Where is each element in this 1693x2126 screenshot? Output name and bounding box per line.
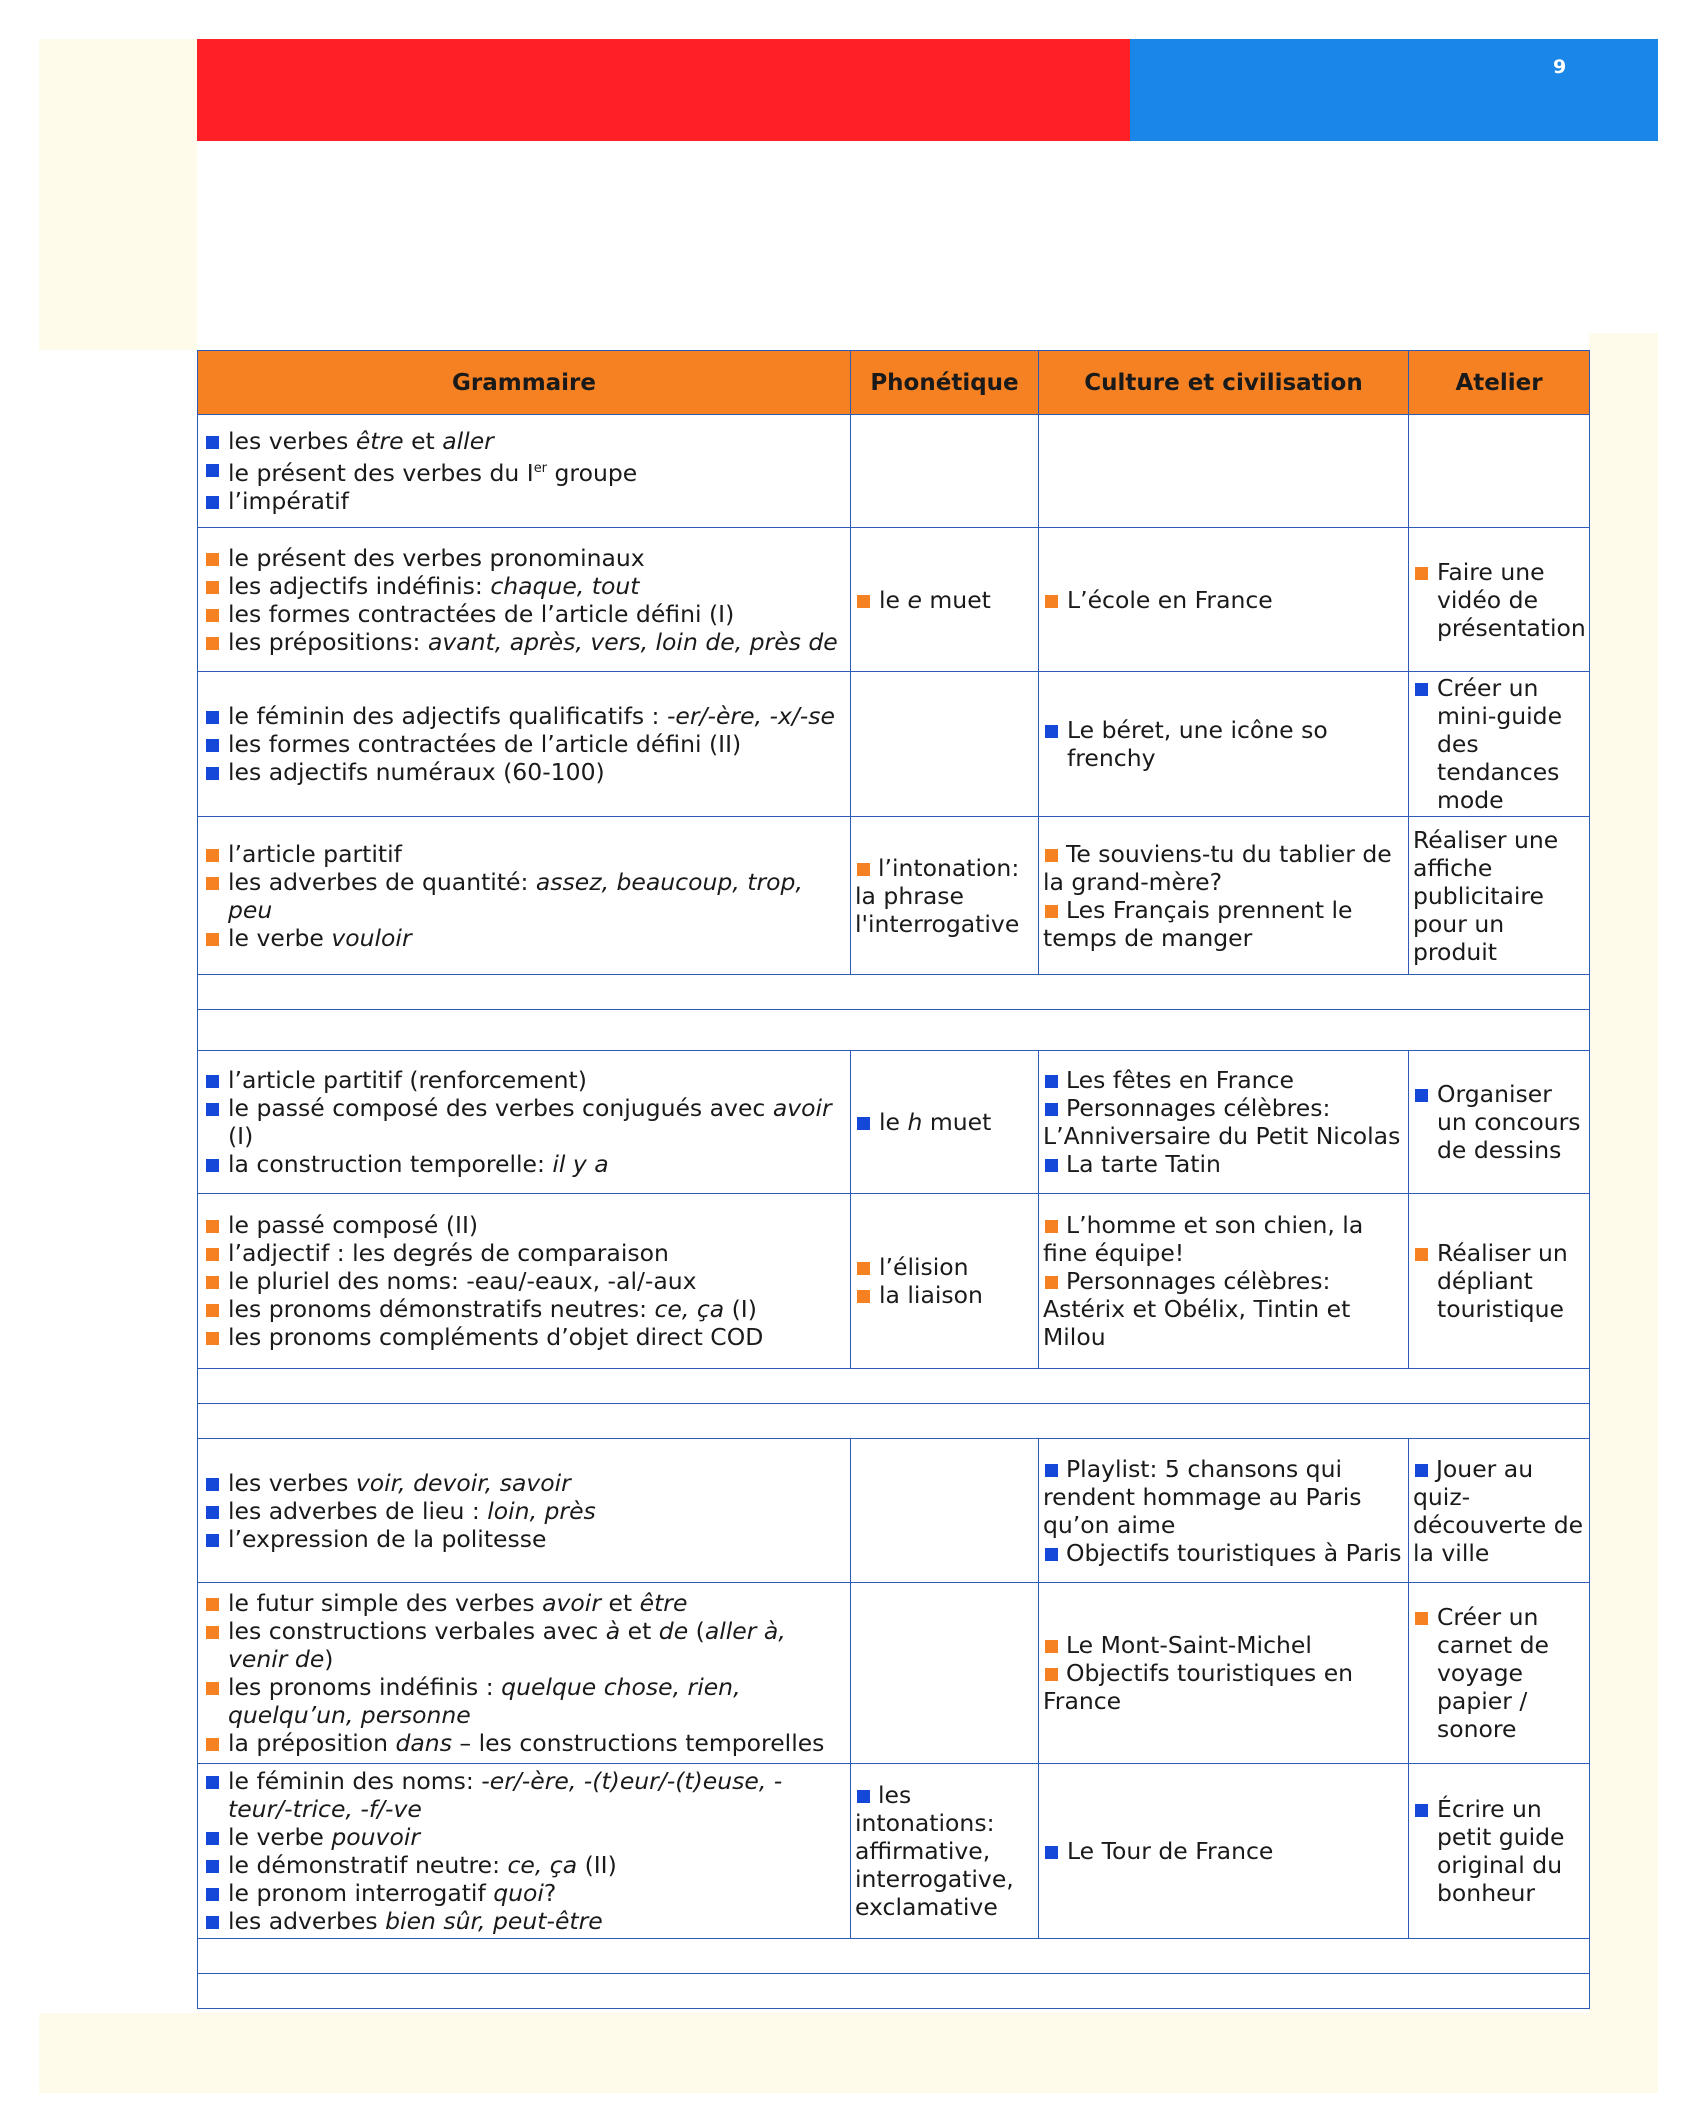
table-row bbox=[198, 1051, 1590, 1194]
text: Personnages célèbres: Astérix et Obélix, Tintin et Milou bbox=[1043, 1267, 1351, 1351]
list-item bbox=[855, 1253, 1034, 1281]
text: muet bbox=[921, 585, 991, 614]
list-item bbox=[1413, 1603, 1585, 1743]
table-row bbox=[198, 1764, 1590, 1939]
syllabus-table bbox=[197, 350, 1590, 2009]
list-item bbox=[204, 1295, 846, 1323]
list-item bbox=[855, 1108, 1034, 1136]
culture-cell bbox=[1039, 1439, 1409, 1583]
text: La tarte Tatin bbox=[1066, 1150, 1221, 1178]
list-item bbox=[204, 840, 846, 868]
italic-text: avant, après, vers, loin de, près de bbox=[427, 627, 838, 656]
list-item bbox=[1043, 896, 1404, 952]
grammaire-cell bbox=[198, 1764, 851, 1939]
text: le verbe bbox=[228, 923, 332, 952]
empty-row-cell bbox=[198, 1369, 1590, 1404]
table-row bbox=[198, 1974, 1590, 2009]
table-header-row bbox=[198, 351, 1590, 415]
list-item bbox=[1043, 1837, 1404, 1865]
text: Playlist: 5 chansons qui rendent hommage au Paris qu’on aime bbox=[1043, 1454, 1362, 1539]
text: les constructions verbales avec bbox=[228, 1617, 606, 1645]
phonetique-cell bbox=[851, 415, 1039, 528]
italic-text: bien sûr, peut-être bbox=[385, 1907, 603, 1935]
text: l’intonation: la phrase l'interrogative bbox=[855, 853, 1020, 938]
text: les pronoms indéfinis : bbox=[228, 1673, 502, 1701]
grammaire-cell bbox=[198, 817, 851, 975]
italic-text: chaque, tout bbox=[490, 571, 640, 600]
list-item bbox=[1413, 558, 1585, 642]
list-item bbox=[204, 1150, 846, 1178]
list-item bbox=[1043, 1094, 1404, 1150]
list-item bbox=[1413, 826, 1585, 966]
text: le bbox=[879, 585, 908, 614]
text: l’article partitif bbox=[228, 839, 402, 868]
list-item bbox=[1043, 586, 1404, 614]
list-item bbox=[204, 572, 846, 600]
text: l’article partitif (renforcement) bbox=[228, 1066, 587, 1094]
italic-text: quelque chose, rien, quelqu’un, personne bbox=[228, 1673, 741, 1729]
list-item bbox=[204, 1211, 846, 1239]
text: Te souviens-tu du tablier de la grand-mère? bbox=[1043, 839, 1392, 896]
header-phonetique: Phonétique bbox=[851, 351, 1039, 415]
text: les pronoms compléments d’objet direct COD bbox=[228, 1323, 764, 1351]
list-item bbox=[204, 1851, 846, 1879]
list-item bbox=[855, 586, 1034, 614]
text: ) bbox=[324, 1645, 334, 1673]
list-item bbox=[204, 1267, 846, 1295]
text: le pluriel des noms: -eau/-eaux, -al/-aux bbox=[228, 1267, 697, 1295]
list-item bbox=[204, 1879, 846, 1907]
grammaire-cell bbox=[198, 672, 851, 817]
text: Objectifs touristiques à Paris bbox=[1066, 1538, 1402, 1567]
text: les adjectifs numéraux (60-100) bbox=[228, 758, 605, 786]
text: Faire une vidéo de présentation bbox=[1437, 557, 1586, 642]
header-bar-red bbox=[197, 39, 1130, 141]
text: l’adjectif : les degrés de comparaison bbox=[228, 1239, 669, 1267]
header-atelier: Atelier bbox=[1409, 351, 1590, 415]
list-item bbox=[204, 455, 846, 487]
table-row bbox=[198, 1404, 1590, 1439]
text: Le Tour de France bbox=[1067, 1837, 1274, 1865]
phonetique-cell bbox=[851, 1583, 1039, 1764]
table-row bbox=[198, 1010, 1590, 1051]
list-item bbox=[204, 544, 846, 572]
list-item bbox=[204, 628, 846, 656]
text: le démonstratif neutre: bbox=[228, 1851, 508, 1879]
italic-text: ce, ça bbox=[654, 1295, 725, 1323]
list-item bbox=[1043, 1211, 1404, 1267]
atelier-cell bbox=[1409, 817, 1590, 975]
phonetique-cell bbox=[851, 817, 1039, 975]
grammaire-cell bbox=[198, 1583, 851, 1764]
list-item bbox=[204, 1823, 846, 1851]
list-item bbox=[1043, 1539, 1404, 1567]
text: le pronom interrogatif bbox=[228, 1879, 494, 1907]
list-item bbox=[1043, 1659, 1404, 1715]
table-row bbox=[198, 1194, 1590, 1369]
italic-text: loin, près bbox=[487, 1496, 596, 1525]
cream-band-right bbox=[1589, 333, 1658, 2013]
empty-row-cell bbox=[198, 1404, 1590, 1439]
list-item bbox=[855, 1281, 1034, 1309]
text: le verbe bbox=[228, 1823, 332, 1851]
text: les intonations: affirmative, interrogative, exclamative bbox=[855, 1781, 1014, 1921]
list-item bbox=[1413, 1080, 1585, 1164]
header-culture: Culture et civilisation bbox=[1039, 351, 1409, 415]
text: l’impératif bbox=[228, 486, 349, 515]
text: (II) bbox=[577, 1851, 617, 1879]
culture-cell bbox=[1039, 528, 1409, 672]
text: Organiser un concours de dessins bbox=[1437, 1080, 1581, 1164]
text: Créer un mini-guide des tendances mode bbox=[1437, 674, 1563, 814]
culture-cell bbox=[1039, 672, 1409, 817]
text: le féminin des noms: bbox=[228, 1767, 482, 1795]
list-item bbox=[204, 702, 846, 730]
list-item bbox=[1413, 1455, 1585, 1567]
list-item bbox=[1413, 674, 1585, 814]
phonetique-cell bbox=[851, 1051, 1039, 1194]
text: les adverbes de quantité: bbox=[228, 867, 536, 896]
table-row bbox=[198, 975, 1590, 1010]
text: le bbox=[879, 1108, 908, 1136]
list-item bbox=[1043, 1455, 1404, 1539]
text: le passé composé des verbes conjugués avec bbox=[228, 1094, 773, 1122]
list-item bbox=[204, 1907, 846, 1935]
italic-text: pouvoir bbox=[331, 1823, 421, 1851]
list-item bbox=[204, 1239, 846, 1267]
list-item bbox=[1043, 1150, 1404, 1178]
atelier-cell bbox=[1409, 672, 1590, 817]
list-item bbox=[1043, 1267, 1404, 1351]
text: Réaliser une affiche publicitaire pour un produit bbox=[1413, 825, 1559, 966]
text: le présent des verbes pronominaux bbox=[228, 543, 645, 572]
culture-cell bbox=[1039, 817, 1409, 975]
grammaire-cell bbox=[198, 1194, 851, 1369]
list-item bbox=[1043, 1066, 1404, 1094]
text: l’expression de la politesse bbox=[228, 1524, 547, 1553]
text: Jouer au quiz-découverte de la ville bbox=[1413, 1454, 1584, 1567]
list-item bbox=[204, 1767, 846, 1823]
culture-cell bbox=[1039, 1583, 1409, 1764]
text: la liaison bbox=[879, 1281, 983, 1309]
table-row bbox=[198, 672, 1590, 817]
text: les formes contractées de l’article défini (II) bbox=[228, 730, 742, 758]
text: Créer un carnet de voyage papier / sonore bbox=[1437, 1603, 1549, 1743]
list-item bbox=[204, 1066, 846, 1094]
grammaire-cell bbox=[198, 1051, 851, 1194]
header-bar-blue bbox=[1130, 39, 1658, 141]
list-item bbox=[204, 427, 846, 455]
text: groupe bbox=[547, 458, 638, 487]
list-item bbox=[204, 1094, 846, 1150]
text: Personnages célèbres: L’Anniversaire du Petit Nicolas bbox=[1043, 1094, 1401, 1150]
table-row bbox=[198, 817, 1590, 975]
text: – les constructions temporelles bbox=[451, 1729, 825, 1757]
italic-text: quoi bbox=[493, 1879, 544, 1907]
empty-row-cell bbox=[198, 1010, 1590, 1051]
italic-text: -er/-ère, -x/-se bbox=[666, 702, 835, 730]
culture-cell bbox=[1039, 1764, 1409, 1939]
text: Les fêtes en France bbox=[1066, 1066, 1294, 1094]
culture-cell bbox=[1039, 415, 1409, 528]
text: la construction temporelle: bbox=[228, 1150, 553, 1178]
text: (I) bbox=[724, 1295, 757, 1323]
text: L’homme et son chien, la fine équipe! bbox=[1043, 1211, 1364, 1267]
text: Le béret, une icône so frenchy bbox=[1067, 716, 1328, 772]
culture-cell bbox=[1039, 1194, 1409, 1369]
text: et bbox=[601, 1589, 640, 1617]
table-row bbox=[198, 1583, 1590, 1764]
list-item bbox=[1413, 1795, 1585, 1907]
grammaire-cell bbox=[198, 528, 851, 672]
text: les adverbes de lieu : bbox=[228, 1496, 488, 1525]
italic-text: aller bbox=[442, 427, 494, 456]
phonetique-cell bbox=[851, 672, 1039, 817]
italic-text: avoir bbox=[542, 1589, 601, 1617]
italic-text: ce, ça bbox=[507, 1851, 578, 1879]
text: (I) bbox=[228, 1122, 254, 1150]
list-item bbox=[204, 1729, 846, 1757]
italic-text: h bbox=[907, 1108, 923, 1136]
text: le passé composé (II) bbox=[228, 1211, 479, 1239]
text: la préposition bbox=[228, 1729, 396, 1757]
empty-row-cell bbox=[198, 1939, 1590, 1974]
text: Réaliser un dépliant touristique bbox=[1437, 1239, 1568, 1323]
list-item bbox=[204, 1497, 846, 1525]
italic-text: être bbox=[355, 427, 404, 456]
list-item bbox=[204, 758, 846, 786]
italic-text: aller à, venir de bbox=[228, 1617, 786, 1673]
phonetique-cell bbox=[851, 1439, 1039, 1583]
italic-text: il y a bbox=[552, 1150, 609, 1178]
text: les formes contractées de l’article défini (I) bbox=[228, 599, 735, 628]
cream-band-bottom bbox=[39, 2013, 1658, 2093]
culture-cell bbox=[1039, 1051, 1409, 1194]
cream-band-top bbox=[39, 39, 197, 350]
italic-text: à bbox=[605, 1617, 621, 1645]
text: er bbox=[533, 461, 548, 477]
text: ? bbox=[543, 1879, 557, 1907]
table-row bbox=[198, 1939, 1590, 1974]
list-item bbox=[204, 868, 846, 924]
text: et bbox=[620, 1617, 659, 1645]
table-row bbox=[198, 415, 1590, 528]
table-row bbox=[198, 1439, 1590, 1583]
list-item bbox=[855, 854, 1034, 938]
text: le futur simple des verbes bbox=[228, 1589, 543, 1617]
list-item bbox=[204, 1617, 846, 1673]
page-number: 9 bbox=[1553, 56, 1567, 78]
italic-text: vouloir bbox=[331, 923, 412, 952]
italic-text: avoir bbox=[772, 1094, 832, 1122]
list-item bbox=[855, 1781, 1034, 1921]
atelier-cell bbox=[1409, 1764, 1590, 1939]
text: les prépositions: bbox=[228, 627, 428, 656]
list-item bbox=[204, 1673, 846, 1729]
text: et bbox=[403, 427, 443, 456]
phonetique-cell bbox=[851, 528, 1039, 672]
list-item bbox=[1413, 1239, 1585, 1323]
list-item bbox=[204, 600, 846, 628]
grammaire-cell bbox=[198, 415, 851, 528]
table-row bbox=[198, 1369, 1590, 1404]
list-item bbox=[204, 1589, 846, 1617]
list-item bbox=[1043, 840, 1404, 896]
list-item bbox=[1043, 1631, 1404, 1659]
list-item bbox=[1043, 716, 1404, 772]
text: l’élision bbox=[879, 1253, 969, 1281]
italic-text: assez, beaucoup, trop, peu bbox=[228, 867, 803, 924]
text: les verbes bbox=[228, 1468, 356, 1497]
text: les adverbes bbox=[228, 1907, 386, 1935]
phonetique-cell bbox=[851, 1764, 1039, 1939]
phonetique-cell bbox=[851, 1194, 1039, 1369]
text: les verbes bbox=[228, 427, 356, 456]
atelier-cell bbox=[1409, 1583, 1590, 1764]
list-item bbox=[204, 1525, 846, 1553]
italic-text: e bbox=[907, 585, 922, 614]
text: L’école en France bbox=[1067, 585, 1273, 614]
italic-text: dans bbox=[395, 1729, 452, 1757]
text: le présent des verbes du I bbox=[228, 458, 534, 487]
list-item bbox=[204, 487, 846, 515]
atelier-cell bbox=[1409, 1439, 1590, 1583]
list-item bbox=[204, 1469, 846, 1497]
empty-row-cell bbox=[198, 975, 1590, 1010]
empty-row-cell bbox=[198, 1974, 1590, 2009]
italic-text: -er/-ère, -(t)eur/-(t)euse, -teur/-trice, -f/-ve bbox=[228, 1767, 783, 1823]
atelier-cell bbox=[1409, 1194, 1590, 1369]
list-item bbox=[204, 924, 846, 952]
text: Le Mont-Saint-Michel bbox=[1066, 1631, 1312, 1659]
atelier-cell bbox=[1409, 528, 1590, 672]
italic-text: être bbox=[639, 1589, 688, 1617]
text: les pronoms démonstratifs neutres: bbox=[228, 1295, 655, 1323]
text: les adjectifs indéfinis: bbox=[228, 571, 491, 600]
atelier-cell bbox=[1409, 1051, 1590, 1194]
text: Objectifs touristiques en France bbox=[1043, 1659, 1354, 1715]
atelier-cell bbox=[1409, 415, 1590, 528]
text: Les Français prennent le temps de manger bbox=[1043, 895, 1353, 952]
list-item bbox=[204, 730, 846, 758]
italic-text: de bbox=[658, 1617, 689, 1645]
text: le féminin des adjectifs qualificatifs : bbox=[228, 702, 667, 730]
text: Écrire un petit guide original du bonheur bbox=[1437, 1795, 1565, 1907]
header-grammaire: Grammaire bbox=[198, 351, 851, 415]
table-row bbox=[198, 528, 1590, 672]
text: ( bbox=[688, 1617, 705, 1645]
list-item bbox=[204, 1323, 846, 1351]
italic-text: voir, devoir, savoir bbox=[355, 1468, 571, 1497]
text: muet bbox=[922, 1108, 992, 1136]
grammaire-cell bbox=[198, 1439, 851, 1583]
